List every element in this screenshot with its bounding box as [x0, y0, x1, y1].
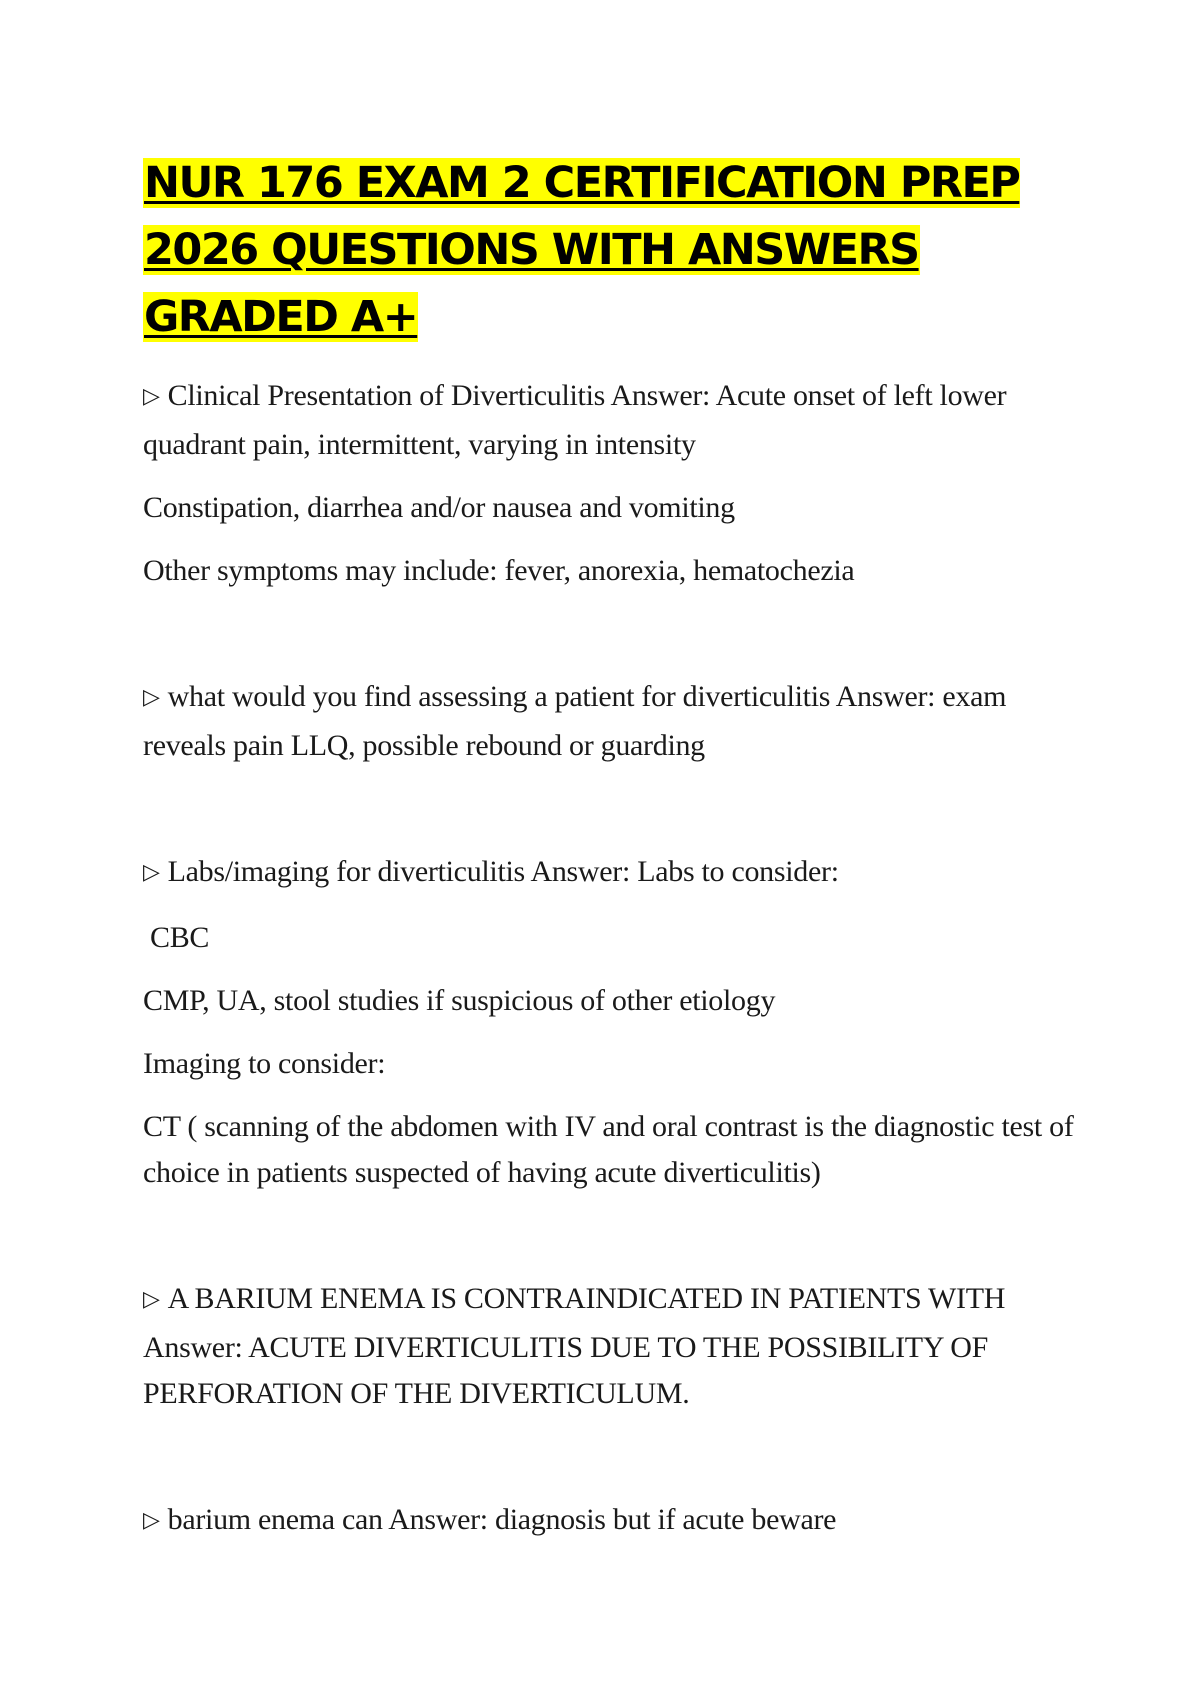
answer-line: CMP, UA, stool studies if suspicious of other etiology — [143, 984, 776, 1017]
question-text: what would you find assessing a patient for diverticulitis Answer: exam reveals pain LLQ, possible rebound or guarding — [143, 680, 1007, 762]
question-text: Labs/imaging for diverticulitis Answer: Labs to consider: — [167, 855, 839, 888]
question-text: barium enema can Answer: diagnosis but if acute beware — [167, 1503, 837, 1536]
qa-item-3 — [143, 849, 1083, 1196]
triangle-bullet-icon: ▷ — [143, 685, 160, 710]
answer-line: CBC — [150, 921, 210, 954]
question-line — [143, 373, 1083, 468]
triangle-bullet-icon: ▷ — [143, 1287, 160, 1312]
triangle-bullet-icon: ▷ — [143, 384, 160, 409]
qa-item-1 — [143, 373, 1083, 594]
triangle-bullet-icon: ▷ — [143, 1508, 160, 1533]
qa-item-2 — [143, 674, 1083, 769]
question-line — [143, 1276, 1083, 1417]
triangle-bullet-icon: ▷ — [143, 860, 160, 885]
answer-line: Other symptoms may include: fever, anorexia, hematochezia — [143, 554, 855, 587]
qa-item-5 — [143, 1497, 1083, 1546]
question-line — [143, 1497, 1083, 1546]
question-line — [143, 849, 1083, 898]
document-page — [143, 150, 1083, 1546]
question-text: A BARIUM ENEMA IS CONTRAINDICATED IN PATIENTS WITH Answer: ACUTE DIVERTICULITIS DUE TO THE POSSIBILITY OF PERFORATION OF THE DIVERTICULUM. — [143, 1282, 1006, 1410]
qa-item-4 — [143, 1276, 1083, 1417]
answer-line: Constipation, diarrhea and/or nausea and vomiting — [143, 491, 735, 524]
answer-line: CT ( scanning of the abdomen with IV and oral contrast is the diagnostic test of choice in patients suspected of having acute diverticulitis) — [143, 1110, 1074, 1189]
question-line — [143, 674, 1083, 769]
question-text: Clinical Presentation of Diverticulitis Answer: Acute onset of left lower quadrant pain, intermittent, varying in intensity — [143, 379, 1007, 461]
document-title: NUR 176 EXAM 2 CERTIFICATION PREP 2026 QUESTIONS WITH ANSWERS GRADED A+ — [144, 158, 1020, 342]
answer-line: Imaging to consider: — [143, 1047, 386, 1080]
